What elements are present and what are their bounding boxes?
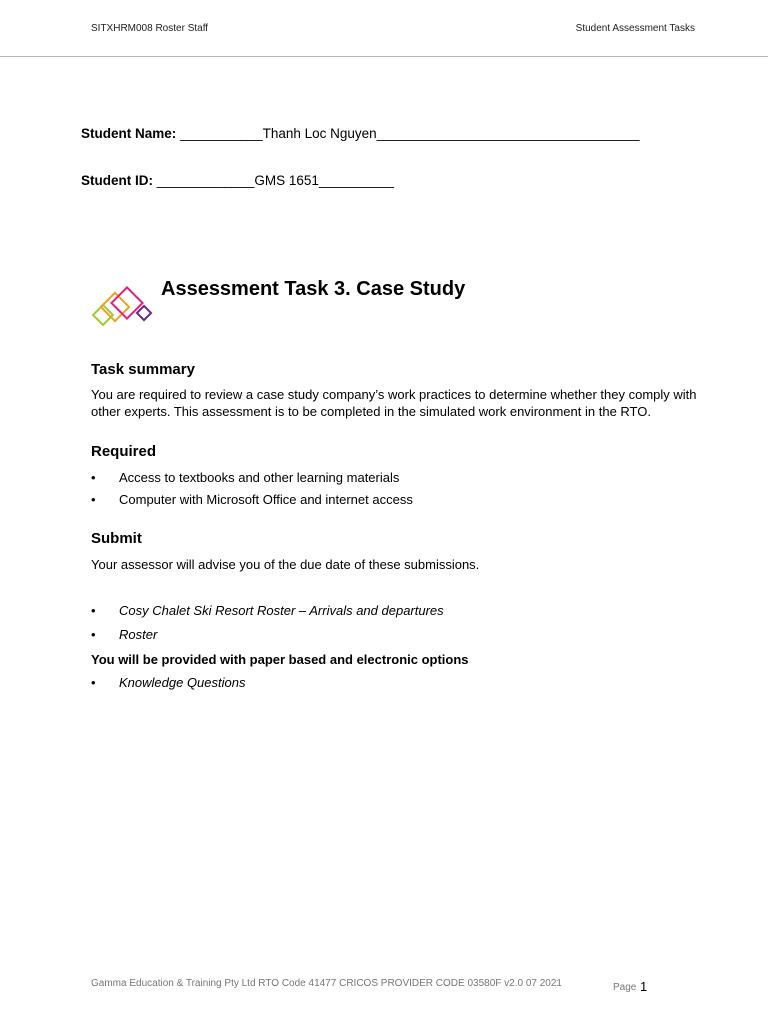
submit-bold-note: You will be provided with paper based and electronic options <box>91 652 469 667</box>
bullet-icon: • <box>91 603 96 618</box>
header-course-code: SITXHRM008 Roster Staff <box>91 23 209 34</box>
student-id-value: _____________GMS 1651__________ <box>153 173 394 188</box>
submit-text: Your assessor will advise you of the due date of these submissions. <box>91 557 480 572</box>
list-item-text: Cosy Chalet Ski Resort Roster – Arrivals and departures <box>119 603 444 618</box>
header-doc-title: Student Assessment Tasks <box>575 23 695 34</box>
task-summary-heading: Task summary <box>91 361 195 378</box>
page-number: 1 <box>640 979 648 994</box>
student-id-label: Student ID: <box>81 173 153 188</box>
list-item-text: Access to textbooks and other learning materials <box>119 470 400 485</box>
list-item-text: Computer with Microsoft Office and internet access <box>119 492 413 507</box>
header-divider <box>0 56 768 57</box>
student-name-value: ___________Thanh Loc Nguyen___________________________________ <box>176 126 640 141</box>
bullet-icon: • <box>91 675 96 690</box>
list-item-text: Knowledge Questions <box>119 675 246 690</box>
footer-text: Gamma Education & Training Pty Ltd RTO Code 41477 CRICOS PROVIDER CODE 03580F v2.0 07 2021 <box>91 978 562 989</box>
submit-heading: Submit <box>91 530 142 547</box>
diamond-logo-icon <box>90 284 156 330</box>
page-label: Page <box>613 982 637 993</box>
required-heading: Required <box>91 443 157 460</box>
task-summary-text: You are required to review a case study company’s work practices to determine whether they comply with other experts. This assessment is to be completed in the simulated work environment in the RTO. <box>91 387 697 419</box>
page-title: Assessment Task 3. Case Study <box>161 278 466 300</box>
bullet-icon: • <box>91 627 96 642</box>
bullet-icon: • <box>91 470 96 485</box>
student-id-field <box>81 173 394 188</box>
bullet-icon: • <box>91 492 96 507</box>
list-item-text: Roster <box>119 627 158 642</box>
student-name-label: Student Name: <box>81 126 177 141</box>
student-name-field <box>81 126 639 141</box>
